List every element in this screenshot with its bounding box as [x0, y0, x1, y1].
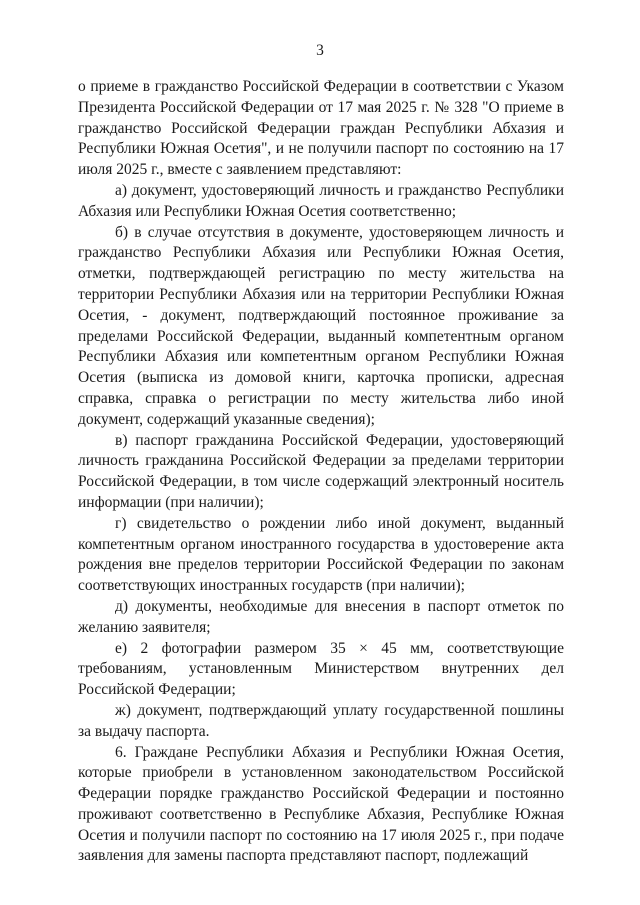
- list-item-a: а) документ, удостоверяющий личность и гражданство Республики Абхазия или Республики Южная Осетия соответственно;: [78, 181, 564, 220]
- list-item-b: б) в случае отсутствия в документе, удостоверяющем личность и гражданство Республики Абхазия или Республики Южная Осетия, отметки, подтверждающей регистрацию по месту жительства на территории Республики Абхазия или на территории Республики Южная Осетия, - документ, подтверждающий постоянное проживание за пределами Российской Федерации, выданный компетентным органом Республики Абхазия или компетентным органом Республики Южная Осетия (выписка из домовой книги, карточка прописки, адресная справка, справка о регистрации по месту жительства либо иной документ, содержащий указанные сведения);: [78, 223, 564, 428]
- document-body: [78, 77, 564, 867]
- list-item-d: д) документы, необходимые для внесения в паспорт отметок по желанию заявителя;: [78, 597, 564, 636]
- page-number: 3: [316, 42, 324, 59]
- list-item-g: г) свидетельство о рождении либо иной документ, выданный компетентным органом иностранного государства в удостоверение акта рождения вне пределов территории Российской Федерации по законам соответствующих иностранных государств (при наличии);: [78, 514, 564, 595]
- list-item-e: е) 2 фотографии размером 35 × 45 мм, соответствующие требованиям, установленным Министерством внутренних дел Российской Федерации;: [78, 639, 564, 699]
- clause-6: 6. Граждане Республики Абхазия и Республики Южная Осетия, которые приобрели в установленном законодательством Российской Федерации порядке гражданство Российской Федерации и постоянно проживают соответственно в Республике Абхазия, Республике Южная Осетия и получили паспорт по состоянию на 17 июля 2025 г., при подаче заявления для замены паспорта представляют паспорт, подлежащий: [78, 743, 564, 865]
- list-item-v: в) паспорт гражданина Российской Федерации, удостоверяющий личность гражданина Российской Федерации за пределами территории Российской Федерации, в том числе содержащий электронный носитель информации (при наличии);: [78, 431, 564, 511]
- paragraph-continuation: о приеме в гражданство Российской Федерации в соответствии с Указом Президента Российской Федерации от 17 мая 2025 г. № 328 "О приеме в гражданство Российской Федерации граждан Республики Абхазия и Республики Южная Осетия", и не получили паспорт по состоянию на 17 июля 2025 г., вместе с заявлением представляют:: [78, 78, 564, 179]
- list-item-zh: ж) документ, подтверждающий уплату государственной пошлины за выдачу паспорта.: [78, 701, 564, 740]
